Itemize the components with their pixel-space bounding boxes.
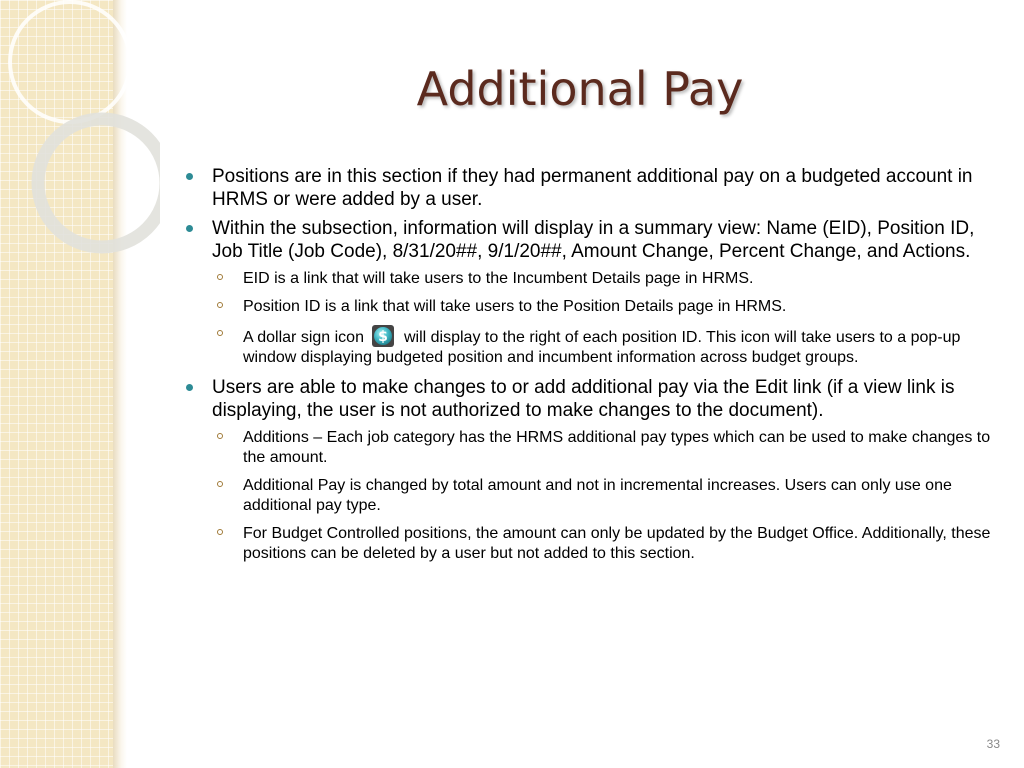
sub-bullet-marker	[217, 274, 223, 280]
dollar-sign-icon	[372, 325, 394, 347]
sub-bullet-marker	[217, 529, 223, 535]
sub-bullet-text: Additions – Each job category has the HRMS additional pay types which can be used to make changes to the amount.	[243, 429, 991, 466]
bullet-item	[186, 376, 992, 422]
sub-bullet-item	[186, 325, 992, 368]
svg-text:$: $	[378, 329, 388, 345]
bullet-text: Positions are in this section if they had permanent additional pay on a budgeted account in HRMS or were added by a user.	[212, 166, 973, 210]
sub-bullet-item	[186, 428, 992, 468]
sub-bullet-item	[186, 269, 992, 289]
bullet-list	[186, 165, 992, 572]
bullet-item	[186, 165, 992, 211]
bullet-marker	[186, 173, 193, 180]
page-number: 33	[986, 737, 1000, 751]
bullet-text: Users are able to make changes to or add additional pay via the Edit link (if a view link is displaying, the user is not authorized to make changes to the document).	[212, 377, 955, 421]
sub-bullet-text-after-icon: will display to the right of each position ID. This icon will take users to a pop-up window displaying budgeted position and incumbent information across budget groups.	[243, 329, 961, 366]
bullet-marker	[186, 225, 193, 232]
bullet-marker	[186, 384, 193, 391]
bullet-text: Within the subsection, information will display in a summary view: Name (EID), Position ID, Job Title (Job Code), 8/31/20##, 9/1/20##, Amount Change, Percent Change, and Actions.	[212, 218, 975, 262]
sub-bullet-text: Additional Pay is changed by total amount and not in incremental increases. Users can only use one additional pay type.	[243, 477, 952, 514]
sub-bullet-item	[186, 297, 992, 317]
sub-bullet-text: Position ID is a link that will take users to the Position Details page in HRMS.	[243, 298, 787, 315]
bullet-item	[186, 217, 992, 263]
sub-bullet-marker	[217, 481, 223, 487]
decorative-circles	[0, 0, 160, 260]
slide-title: Additional Pay	[416, 62, 744, 116]
sub-bullet-marker	[217, 433, 223, 439]
sub-bullet-text-before-icon: A dollar sign icon	[243, 329, 364, 346]
sub-bullet-item	[186, 524, 992, 564]
sub-bullet-item	[186, 476, 992, 516]
sub-bullet-text: EID is a link that will take users to the Incumbent Details page in HRMS.	[243, 270, 754, 287]
sub-bullet-marker	[217, 330, 223, 336]
sub-bullet-marker	[217, 302, 223, 308]
sub-bullet-text: For Budget Controlled positions, the amount can only be updated by the Budget Office. Additionally, these positions can be deleted by a user but not added to this section.	[243, 525, 991, 562]
